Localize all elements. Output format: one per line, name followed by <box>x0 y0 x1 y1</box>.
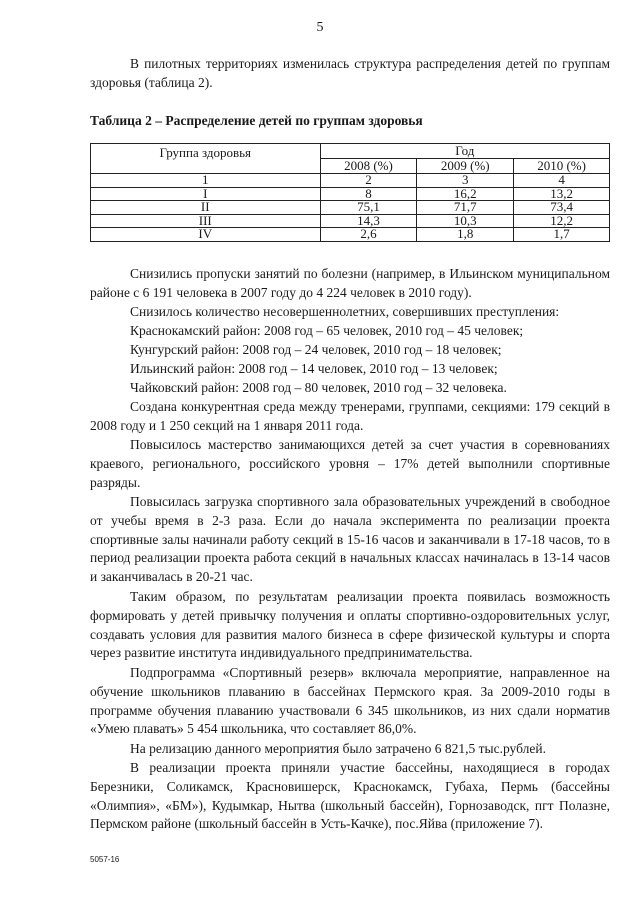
offender-line: Кунгурский район: 2008 год – 24 человек, 2010 год – 18 человек; <box>130 342 502 357</box>
header-group: Группа здоровья <box>91 144 321 174</box>
offender-line: Ильинский район: 2008 год – 14 человек, 2010 год – 13 человек; <box>130 361 498 376</box>
table-cell: 3 <box>417 174 514 188</box>
table-cell: IV <box>91 228 321 242</box>
paragraph-conclusion: Таким образом, по результатам реализации проекта появилась возможность формировать у детей привычку получения и оплаты спортивно-оздоровительных услуг, создавать условия для развития малого бизнеса в сфере физической культуры и спорта через развитие института индивидуального предпринимательства. <box>90 589 610 661</box>
footer-code: 5057-16 <box>90 855 120 864</box>
table-cell: II <box>91 201 321 215</box>
paragraph-offenders: Снизилось количество несовершеннолетних, совершивших преступления: <box>130 304 560 319</box>
paragraph-absences: Снизились пропуски занятий по болезни (например, в Ильинском муниципальном районе с 6 191 человека в 2007 году до 4 224 человек в 2010 году). <box>90 266 610 300</box>
paragraph-gym-load: Повысилась загрузка спортивного зала образовательных учреждений в свободное от учебы время в 2-3 раза. Если до начала эксперимента по реализации проекта спортивные залы начинали работу секций в 15-16 часов и заканчивали в 17-18 часов, то в период реализации проекта работа секций в начальных классах начиналась в 13-14 часов и заканчивалась в 20-21 час. <box>90 494 610 585</box>
health-groups-table <box>90 143 610 242</box>
table-cell: III <box>91 214 321 228</box>
table-row <box>91 228 610 242</box>
table-cell: 14,3 <box>320 214 417 228</box>
table-row <box>91 201 610 215</box>
table-caption: Таблица 2 – Распределение детей по группам здоровья <box>90 113 423 128</box>
offender-line: Краснокамский район: 2008 год – 65 человек, 2010 год – 45 человек; <box>130 323 524 338</box>
paragraph-sections: Создана конкурентная среда между тренерами, группами, секциями: 179 секций в 2008 году и 1 250 секций на 1 января 2011 года. <box>90 399 610 433</box>
offender-line: Чайковский район: 2008 год – 80 человек, 2010 год – 32 человека. <box>130 380 507 395</box>
table-cell: 4 <box>514 174 610 188</box>
table-row <box>91 214 610 228</box>
table-cell: 2 <box>320 174 417 188</box>
intro-paragraph: В пилотных территориях изменилась структура распределения детей по группам здоровья (таблица 2). <box>90 56 610 90</box>
table-cell: 12,2 <box>514 214 610 228</box>
table-cell: 73,4 <box>514 201 610 215</box>
table-cell: 13,2 <box>514 187 610 201</box>
table-cell: 1,7 <box>514 228 610 242</box>
paragraph-skill: Повысилось мастерство занимающихся детей за счет участия в соревнованиях краевого, регионального, российского уровня – 17% детей выполнили спортивные разряды. <box>90 437 610 490</box>
header-year-2009: 2009 (%) <box>417 159 514 174</box>
table-cell: 71,7 <box>417 201 514 215</box>
header-year-2008: 2008 (%) <box>320 159 417 174</box>
paragraph-funding: На релизацию данного мероприятия было затрачено 6 821,5 тыс.рублей. <box>130 741 546 756</box>
table-cell: 8 <box>320 187 417 201</box>
header-year: Год <box>320 144 609 159</box>
table-cell: 16,2 <box>417 187 514 201</box>
paragraph-pools: В реализации проекта приняли участие бассейны, находящиеся в городах Березники, Соликамск, Красновишерск, Краснокамск, Губаха, Пермь (бассейны «Олимпия», «БМ»), Кудымкар, Нытва (школьный бассейн), Горнозаводск, пгт Полазне, Пермском районе (школьный бассейн в Усть-Качке), пос.Яйва (приложение 7). <box>90 760 610 832</box>
table-row <box>91 187 610 201</box>
table-cell: I <box>91 187 321 201</box>
table-cell: 2,6 <box>320 228 417 242</box>
table-cell: 1 <box>91 174 321 188</box>
paragraph-sport-reserve: Подпрограмма «Спортивный резерв» включала мероприятие, направленное на обучение школьников плаванию в бассейнах Пермского края. За 2009-2010 годы в программе обучения плаванию участвовали 6 345 школьников, из них сдали норматив «Умею плавать» 5 454 школьника, что составляет 86,0%. <box>90 665 610 737</box>
page-number: 5 <box>316 20 324 35</box>
table-row <box>91 174 610 188</box>
table-cell: 1,8 <box>417 228 514 242</box>
table-cell: 75,1 <box>320 201 417 215</box>
header-year-2010: 2010 (%) <box>514 159 610 174</box>
table-cell: 10,3 <box>417 214 514 228</box>
